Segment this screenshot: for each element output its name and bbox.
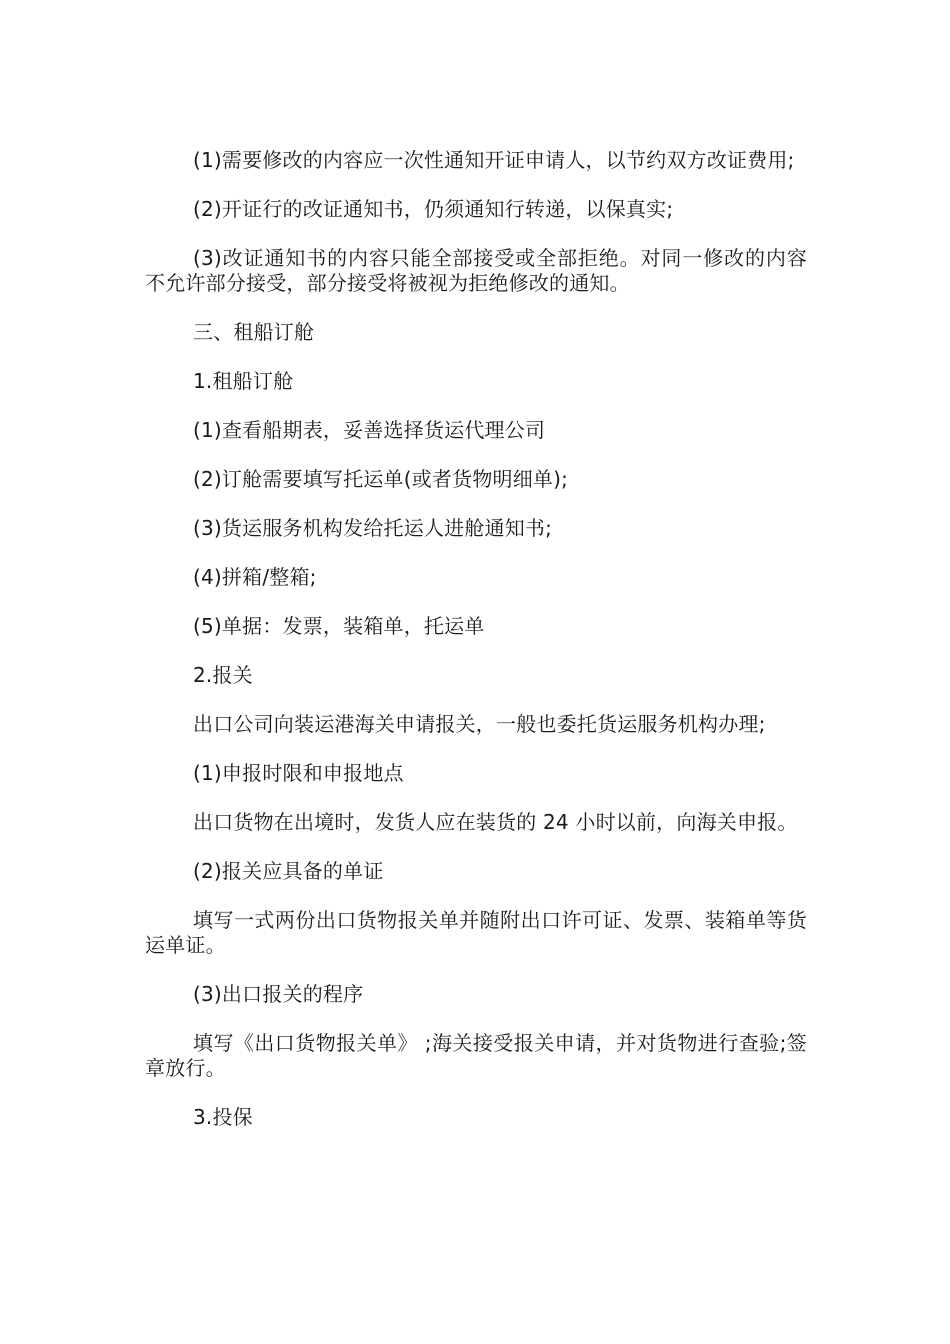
subheading-chartering-booking: 1.租船订舱 (193, 369, 294, 393)
paragraph-fill-declaration-form: 填写一式两份出口货物报关单并随附出口许可证、发票、装箱单等货运单证。 (145, 908, 807, 957)
paragraph-apply-customs: 出口公司向装运港海关申请报关，一般也委托货运服务机构办理; (193, 712, 766, 736)
paragraph-declaration-time-place: (1)申报时限和申报地点 (193, 761, 404, 785)
paragraph-amendment-notice-once: (1)需要修改的内容应一次性通知开证申请人，以节约双方改证费用; (193, 148, 795, 172)
paragraph-declaration-procedure: (3)出口报关的程序 (193, 982, 364, 1006)
subheading-customs-declaration: 2.报关 (193, 663, 253, 687)
paragraph-required-documents: (2)报关应具备的单证 (193, 859, 384, 883)
paragraph-accept-or-reject-all: (3)改证通知书的内容只能全部接受或全部拒绝。对同一修改的内容不允许部分接受，部分接受将被视为拒绝修改的通知。 (145, 246, 807, 295)
document-body (145, 148, 807, 1154)
paragraph-fill-shipping-order: (2)订舱需要填写托运单(或者货物明细单); (193, 467, 569, 491)
paragraph-24-hours-rule: 出口货物在出境时，发货人应在装货的 24 小时以前，向海关申报。 (193, 810, 798, 834)
paragraph-check-sailing-schedule: (1)查看船期表，妥善选择货运代理公司 (193, 418, 546, 442)
section-heading-chartering: 三、租船订舱 (193, 320, 315, 344)
paragraph-documents: (5)单据：发票，装箱单，托运单 (193, 614, 485, 638)
paragraph-loading-notice: (3)货运服务机构发给托运人进舱通知书; (193, 516, 553, 540)
paragraph-procedure-steps: 填写《出口货物报关单》 ;海关接受报关申请，并对货物进行查验;签章放行。 (145, 1031, 807, 1080)
subheading-insurance: 3.投保 (193, 1105, 253, 1129)
paragraph-lcl-fcl: (4)拼箱/整箱; (193, 565, 317, 589)
paragraph-amendment-via-advising-bank: (2)开证行的改证通知书，仍须通知行转递，以保真实; (193, 197, 674, 221)
